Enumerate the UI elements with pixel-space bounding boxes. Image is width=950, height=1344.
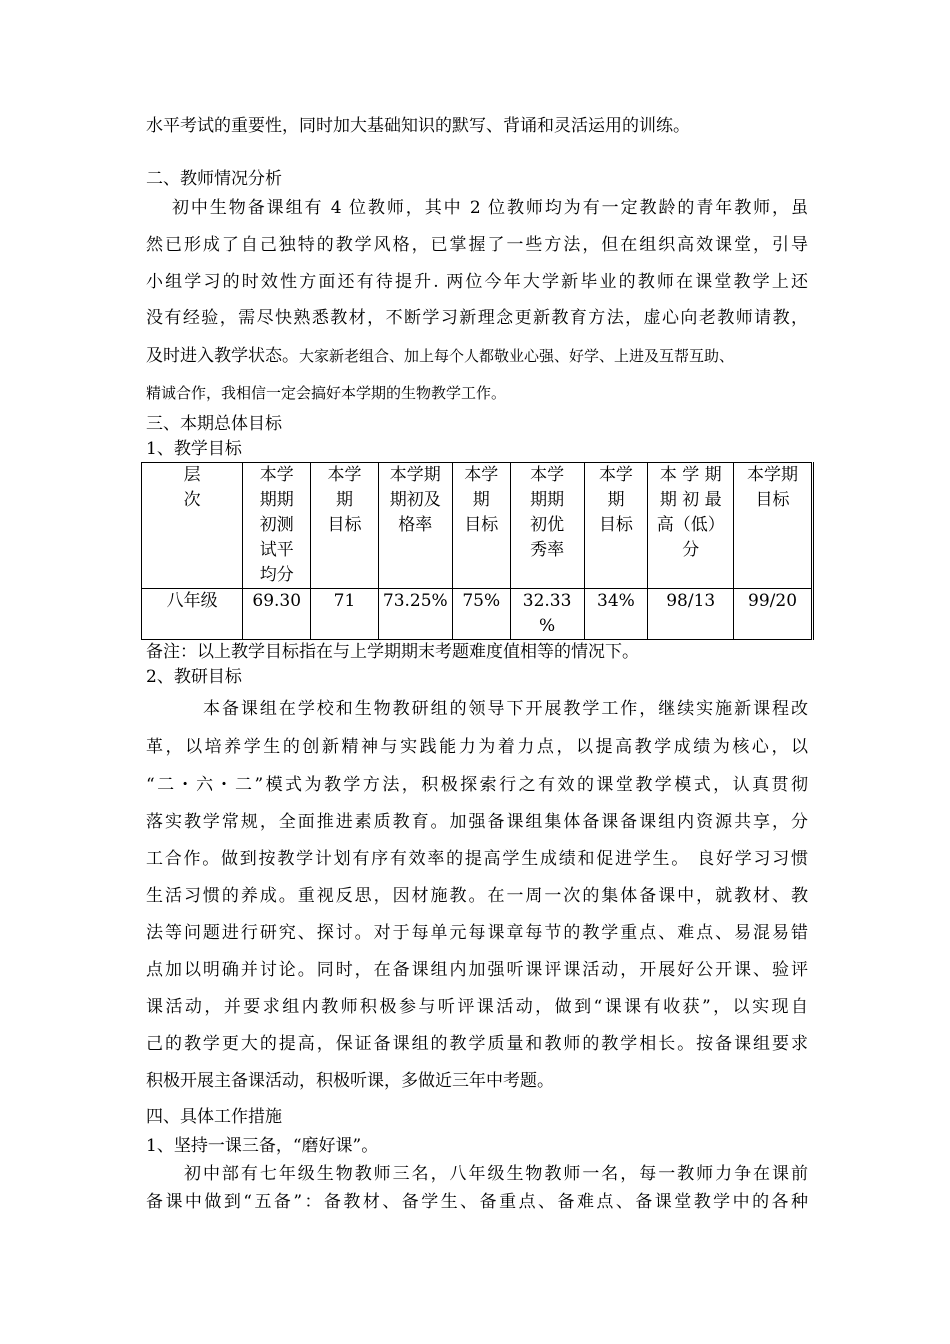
table-cell: 69.30 xyxy=(243,589,311,640)
s3-line-2: 革，以培养学生的创新精神与实践能力为着力点，以提高教学成绩为核心，以 xyxy=(146,737,808,757)
table-cell: 99/20 xyxy=(734,589,813,640)
header-cell: 本 学 期 期 初 最 高（低） 分 xyxy=(648,463,734,589)
header-cell: 本学期 期初及 格率 xyxy=(378,463,452,589)
table-cell: 73.25% xyxy=(378,589,452,640)
header-cell: 本学 期 目标 xyxy=(452,463,510,589)
table-cell: 98/13 xyxy=(648,589,734,640)
s2-line-2: 然已形成了自己独特的教学风格，已掌握了一些方法，但在组织高效课堂，引导 xyxy=(146,235,808,255)
s4-line-2: 备课中做到“五备”：备教材、备学生、备重点、备难点、备课堂教学中的各种 xyxy=(146,1192,808,1212)
teaching-goals-table xyxy=(141,462,814,640)
table-cell: 八年级 xyxy=(142,589,243,640)
research-goals-heading: 2、教研目标 xyxy=(146,667,242,687)
paragraph-intro-end: 水平考试的重要性，同时加大基础知识的默写、背诵和灵活运用的训练。 xyxy=(146,116,690,136)
s3-line-6: 生活习惯的养成。重视反思，因材施教。在一周一次的集体备课中，就教材、教 xyxy=(146,886,808,906)
s3-line-3: “二・六・二”模式为教学方法，积极探索行之有效的课堂教学模式，认真贯彻 xyxy=(146,775,808,795)
table-header-row xyxy=(142,463,813,589)
header-cell: 本学 期 目标 xyxy=(584,463,648,589)
table-note: 备注：以上教学目标指在与上学期期末考题难度值相等的情况下。 xyxy=(146,642,639,662)
header-cell: 本学期 目标 xyxy=(734,463,813,589)
s2-line-4: 没有经验，需尽快熟悉教材，不断学习新理念更新教育方法，虚心向老教师请教， xyxy=(146,308,808,328)
table-cell: 32.33 % xyxy=(510,589,584,640)
s2-line-6: 精诚合作，我相信一定会搞好本学期的生物教学工作。 xyxy=(146,384,507,402)
section-4-title: 四、具体工作措施 xyxy=(146,1107,282,1127)
table-cell: 34% xyxy=(584,589,648,640)
s3-line-8: 点加以明确并讨论。同时，在备课组内加强听课评课活动，开展好公开课、验评 xyxy=(146,960,808,980)
s4-line-1: 初中部有七年级生物教师三名，八年级生物教师一名，每一教师力争在课前 xyxy=(184,1164,808,1184)
s2-line-5-main: 及时进入教学状态。 xyxy=(146,346,299,366)
s3-line-11: 积极开展主备课活动，积极听课，多做近三年中考题。 xyxy=(146,1071,554,1091)
s3-line-9: 课活动，并要求组内教师积极参与听评课活动，做到“课课有收获”，以实现自 xyxy=(146,997,808,1017)
measure-1-heading: 1、坚持一课三备，“磨好课”。 xyxy=(146,1136,379,1156)
s2-line-1: 初中生物备课组有 4 位教师，其中 2 位教师均为有一定教龄的青年教师，虽 xyxy=(172,198,808,218)
s2-line-5 xyxy=(146,345,734,367)
section-2-title: 二、教师情况分析 xyxy=(146,169,282,189)
s3-line-1: 本备课组在学校和生物教研组的领导下开展教学工作，继续实施新课程改 xyxy=(203,699,808,719)
table-cell: 71 xyxy=(311,589,379,640)
s2-line-5-small: 大家新老组合、加上每个人都敬业心强、好学、上进及互帮互助、 xyxy=(299,347,735,365)
header-cell: 本学 期期 初优 秀率 xyxy=(510,463,584,589)
s3-line-10: 己的教学更大的提高，保证备课组的教学质量和教师的教学相长。按备课组要求 xyxy=(146,1034,808,1054)
s3-line-7: 法等问题进行研究、探讨。对于每单元每课章每节的教学重点、难点、易混易错 xyxy=(146,923,808,943)
s3-line-4: 落实教学常规，全面推进素质教育。加强备课组集体备课备课组内资源共享，分 xyxy=(146,812,808,832)
s2-line-3: 小组学习的时效性方面还有待提升. 两位今年大学新毕业的教师在课堂教学上还 xyxy=(146,272,808,292)
header-cell: 层 次 xyxy=(142,463,243,589)
s3-line-5: 工合作。做到按教学计划有序有效率的提高学生成绩和促进学生。 良好学习习惯 xyxy=(146,849,808,869)
table-cell: 75% xyxy=(452,589,510,640)
table-row xyxy=(142,589,813,640)
section-3-title: 三、本期总体目标 xyxy=(146,414,282,434)
header-cell: 本学 期期 初测 试平 均分 xyxy=(243,463,311,589)
header-cell: 本学 期 目标 xyxy=(311,463,379,589)
teaching-goals-heading: 1、教学目标 xyxy=(146,439,242,459)
